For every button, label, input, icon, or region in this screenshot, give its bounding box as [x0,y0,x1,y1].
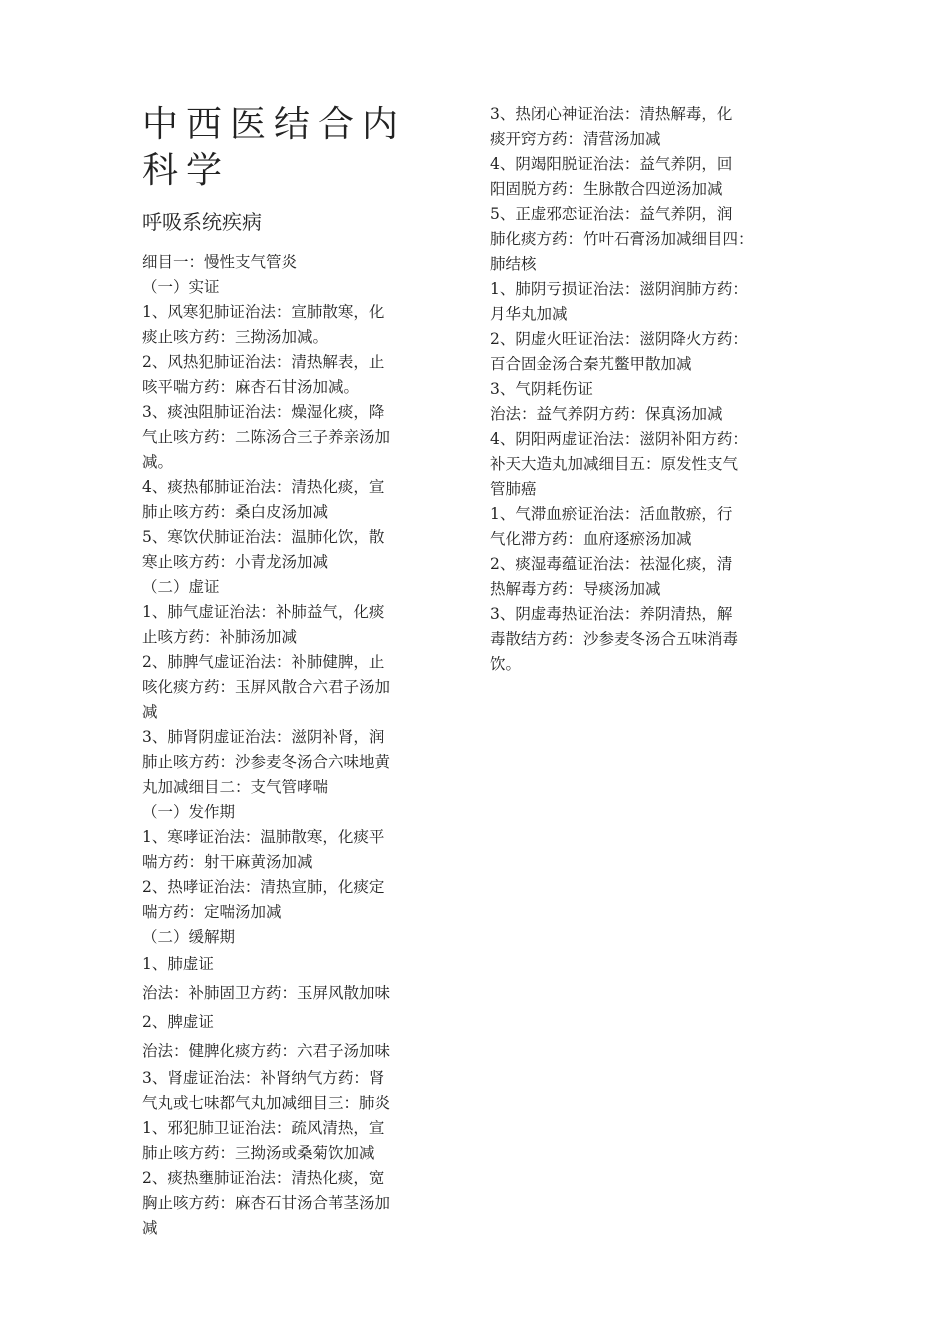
text-line: 4、痰热郁肺证治法：清热化痰，宣 [142,478,385,496]
text-line: 热解毒方药：导痰汤加减 [490,580,661,598]
text-line: 肺化痰方药：竹叶石膏汤加减细目四： [490,230,754,248]
text-line: 1、肺气虚证治法：补肺益气，化痰 [142,603,385,621]
text-line: 3、痰浊阻肺证治法：燥湿化痰，降 [142,403,385,421]
text-line: 止咳方药：补肺汤加减 [142,628,298,646]
text-line: 肺结核 [490,255,537,273]
text-line: 喘方药：射干麻黄汤加减 [142,853,313,871]
text-line: 2、脾虚证 [142,1013,214,1031]
right-column-lines [490,102,754,677]
text-line: 治法：益气养阴方药：保真汤加减 [490,405,723,423]
section-heading: 呼吸系统疾病 [142,210,262,234]
text-line: 月华丸加减 [490,305,568,323]
text-line: （二）虚证 [142,578,220,596]
text-line: 喘方药：定喘汤加减 [142,903,282,921]
text-line: （二）缓解期 [142,928,236,946]
text-line: 痰止咳方药：三拗汤加减。 [142,328,329,346]
text-line: 1、邪犯肺卫证治法：疏风清热，宣 [142,1119,385,1137]
text-line: 2、痰湿毒蕴证治法：祛湿化痰，清 [490,555,733,573]
text-line: 3、气阴耗伤证 [490,380,593,398]
text-line: 饮。 [490,655,522,673]
text-line: 5、正虚邪恋证治法：益气养阴，润 [490,205,733,223]
text-line: 阳固脱方药：生脉散合四逆汤加减 [490,180,723,198]
text-line: 咳化痰方药：玉屏风散合六君子汤加 [142,678,391,696]
text-line: 3、阴虚毒热证治法：养阴清热，解 [490,605,733,623]
text-line: 1、风寒犯肺证治法：宣肺散寒，化 [142,303,385,321]
text-line: 细目一：慢性支气管炎 [142,253,298,271]
text-line: 治法：补肺固卫方药：玉屏风散加味 [142,984,391,1002]
text-line: 补天大造丸加减细目五：原发性支气 [490,455,739,473]
text-line: 2、风热犯肺证治法：清热解表，止 [142,353,385,371]
text-line: 气化滞方药：血府逐瘀汤加减 [490,530,692,548]
text-line: 4、阴阳两虚证治法：滋阴补阳方药： [490,430,748,448]
text-line: 1、寒哮证治法：温肺散寒，化痰平 [142,828,385,846]
text-line: 减。 [142,453,174,471]
text-line: 毒散结方药：沙参麦冬汤合五味消毒 [490,630,739,648]
text-line: 1、肺虚证 [142,955,214,973]
text-line: 肺止咳方药：沙参麦冬汤合六味地黄 [142,753,391,771]
text-line: 肺止咳方药：三拗汤或桑菊饮加减 [142,1144,375,1162]
text-line: 管肺癌 [490,480,537,498]
text-line: 丸加减细目二：支气管哮喘 [142,778,329,796]
text-line: 2、肺脾气虚证治法：补肺健脾，止 [142,653,385,671]
text-line: 肺止咳方药：桑白皮汤加减 [142,503,329,521]
text-line: 治法：健脾化痰方药：六君子汤加味 [142,1042,391,1060]
text-line: 咳平喘方药：麻杏石甘汤加减。 [142,378,360,396]
text-line: （一）发作期 [142,803,236,821]
left-column-lines [142,250,390,1241]
text-line: 4、阴竭阳脱证治法：益气养阴，回 [490,155,733,173]
text-line: 寒止咳方药：小青龙汤加减 [142,553,329,571]
text-line: 痰开窍方药：清营汤加减 [490,130,661,148]
text-line: 1、气滞血瘀证治法：活血散瘀，行 [490,505,733,523]
text-line: 3、热闭心神证治法：清热解毒，化 [490,105,733,123]
text-line: 气止咳方药：二陈汤合三子养亲汤加 [142,428,391,446]
text-line: 3、肾虚证治法：补肾纳气方药：肾 [142,1069,385,1087]
text-line: 气丸或七味都气丸加减细目三：肺炎 [142,1094,391,1112]
text-line: 1、肺阴亏损证治法：滋阴润肺方药： [490,280,748,298]
text-line: 减 [142,703,158,721]
text-line: 百合固金汤合秦艽鳖甲散加减 [490,355,692,373]
text-line: 胸止咳方药：麻杏石甘汤合苇茎汤加 [142,1194,391,1212]
text-line: 减 [142,1219,158,1237]
document-title: 中西医结合内科学 [142,104,407,191]
text-line: 2、热哮证治法：清热宣肺，化痰定 [142,878,385,896]
text-line: 3、肺肾阴虚证治法：滋阴补肾，润 [142,728,385,746]
text-line: （一）实证 [142,278,220,296]
text-line: 2、痰热壅肺证治法：清热化痰，宽 [142,1169,385,1187]
text-line: 5、寒饮伏肺证治法：温肺化饮，散 [142,528,385,546]
text-line: 2、阴虚火旺证治法：滋阴降火方药： [490,330,748,348]
